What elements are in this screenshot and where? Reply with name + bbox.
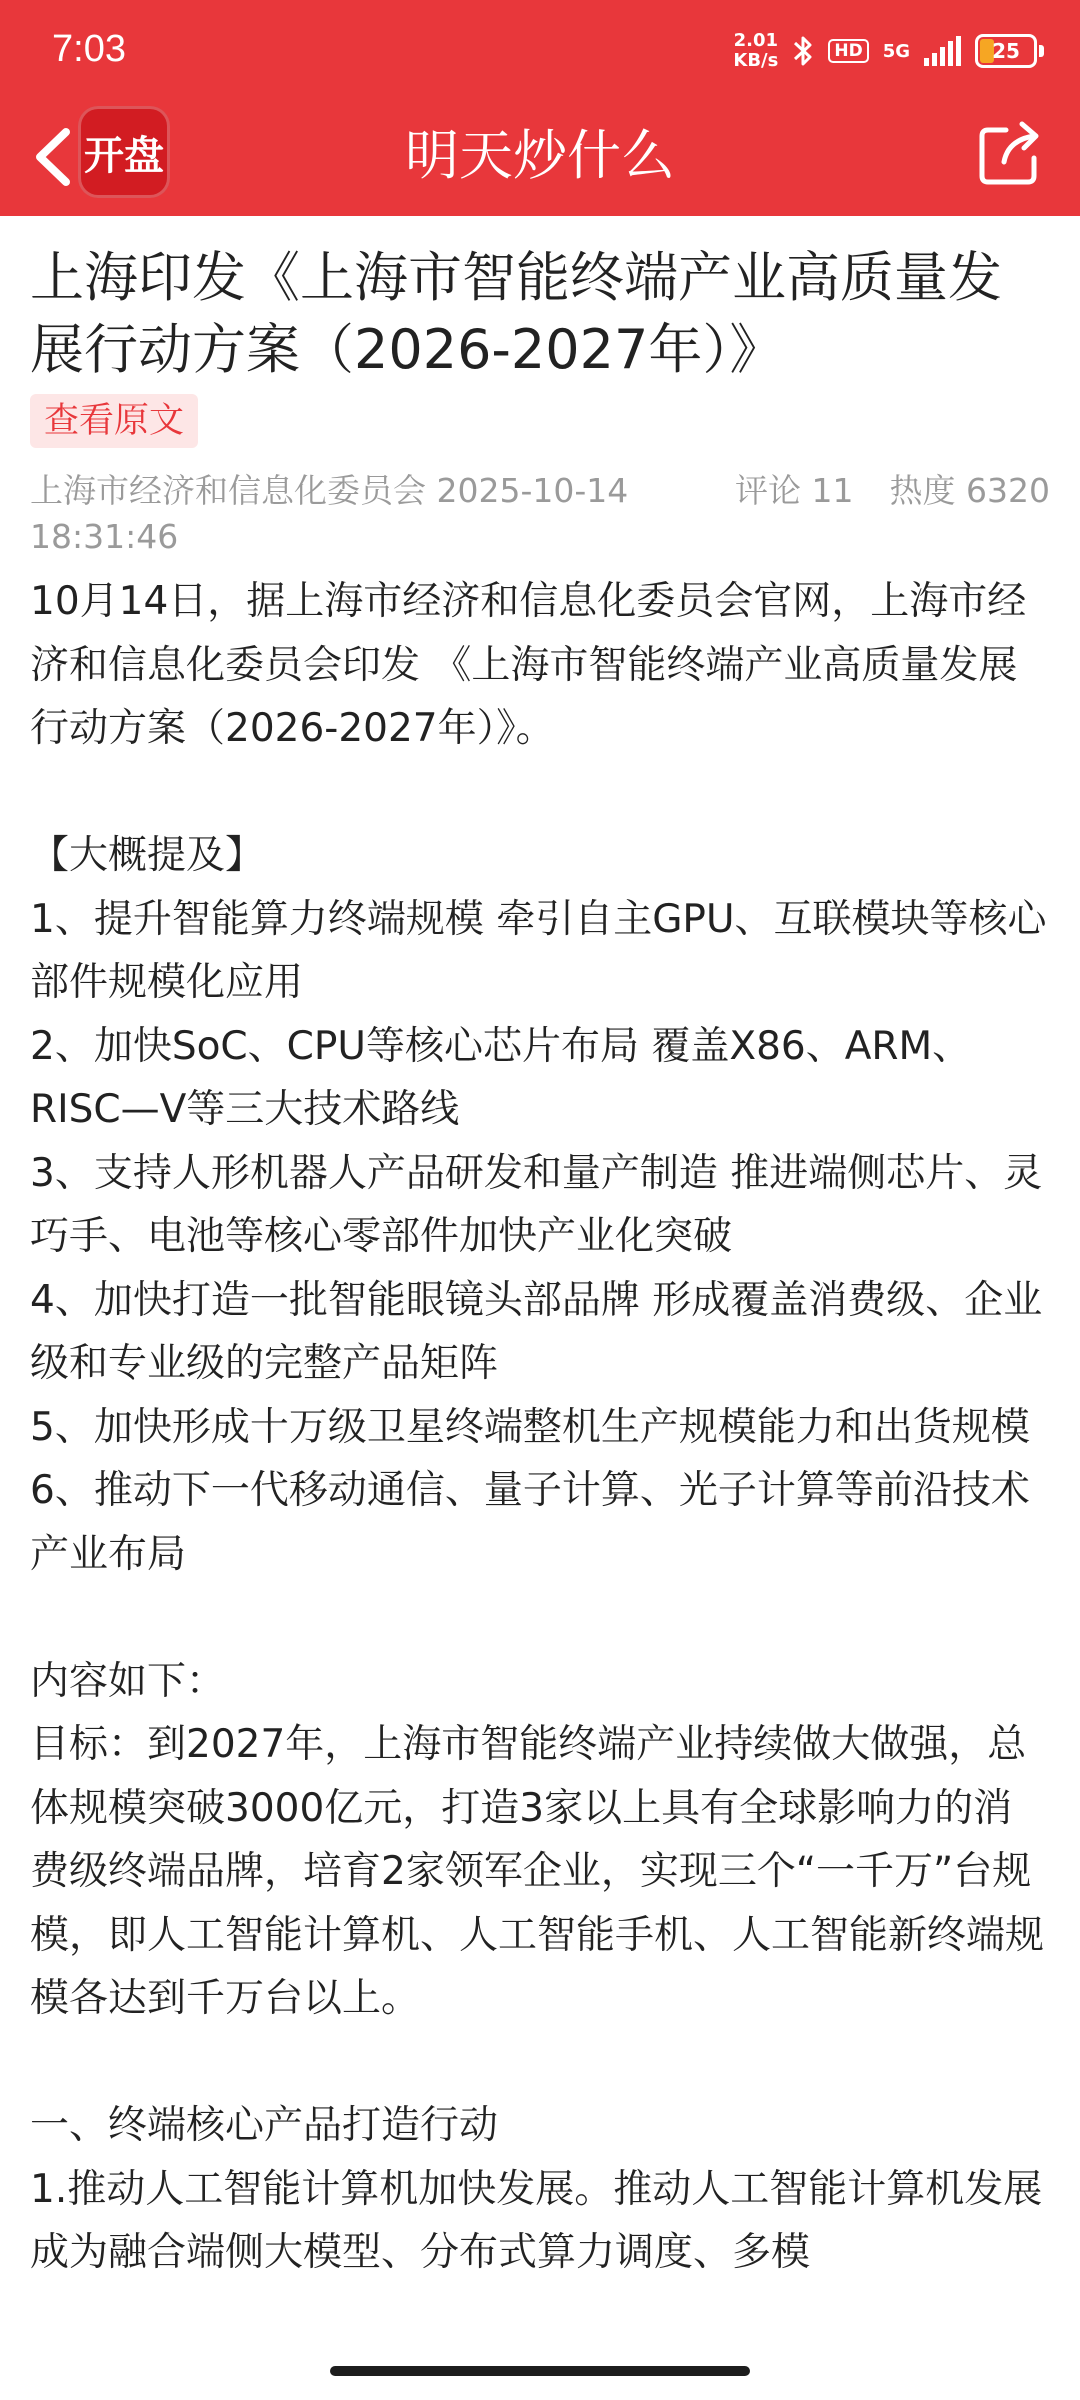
article-content — [30, 242, 1050, 2285]
battery-icon — [975, 34, 1044, 68]
bluetooth-icon — [792, 34, 814, 68]
network-speed — [733, 31, 778, 71]
hd-badge: HD — [828, 39, 868, 63]
article-title: 上海印发《上海市智能终端产业高质量发展行动方案（2026-2027年）》 — [30, 246, 1002, 381]
share-icon[interactable] — [976, 118, 1046, 188]
nav-bar — [0, 100, 1080, 216]
app-logo-text: 开盘 — [84, 132, 164, 179]
battery-level: 25 — [992, 39, 1020, 63]
status-bar — [0, 0, 1080, 100]
network-speed-value: 2.01 — [733, 30, 779, 51]
network-type: 5G — [882, 40, 910, 62]
article-source-date: 上海市经济和信息化委员会 2025-10-14 18:31:46 — [30, 471, 629, 556]
comment-count[interactable]: 评论 11 — [735, 471, 854, 510]
view-original-button[interactable]: 查看原文 — [30, 394, 198, 448]
article-body: 10月14日，据上海市经济和信息化委员会官网，上海市经济和信息化委员会印发 《上海市智能终端产业高质量发展行动方案（2026-2027年）》。 【大概提及】 1、提升智能算力终端规模 牵引自主GPU、互联模块等核心部件规模化应用 2、加快SoC、CPU等核心芯片布局 覆盖X86、ARM、RISC—V等三大技术路线 3、支持人形机器人产品研发和量产制造 推进端侧芯片、灵巧手、电池等核心零部件加快产业化突破 4、加快打造一批智能眼镜头部品牌 形成覆盖消费级、企业级和专业级的完整产品矩阵 5、加快形成十万级卫星终端整机生产规模能力和出货规模 6、推动下一代移动通信、量子计算、光子计算等前沿技术产业布局 内容如下： 目标：到2027年，上海市智能终端产业持续做大做强，总体规模突破3000亿元，打造3家以上具有全球影响力的消费级终端品牌，培育2家领军企业，实现三个“一千万”台规模，即人工智能计算机、人工智能手机、人工智能新终端规模各达到千万台以上。 一、终端核心产品打造行动 1.推动人工智能计算机加快发展。推动人工智能计算机发展成为融合端侧大模型、分布式算力调度、多模 — [30, 579, 1047, 2275]
heat-count: 热度 6320 — [889, 471, 1050, 510]
status-time: 7:03 — [52, 28, 126, 70]
network-speed-unit: KB/s — [733, 50, 779, 71]
article-meta — [30, 468, 1050, 564]
page-title: 明天炒什么 — [405, 124, 675, 187]
article-stats — [735, 468, 1050, 514]
signal-icon — [924, 36, 961, 66]
home-indicator[interactable] — [330, 2366, 750, 2376]
status-icons — [733, 26, 1044, 76]
